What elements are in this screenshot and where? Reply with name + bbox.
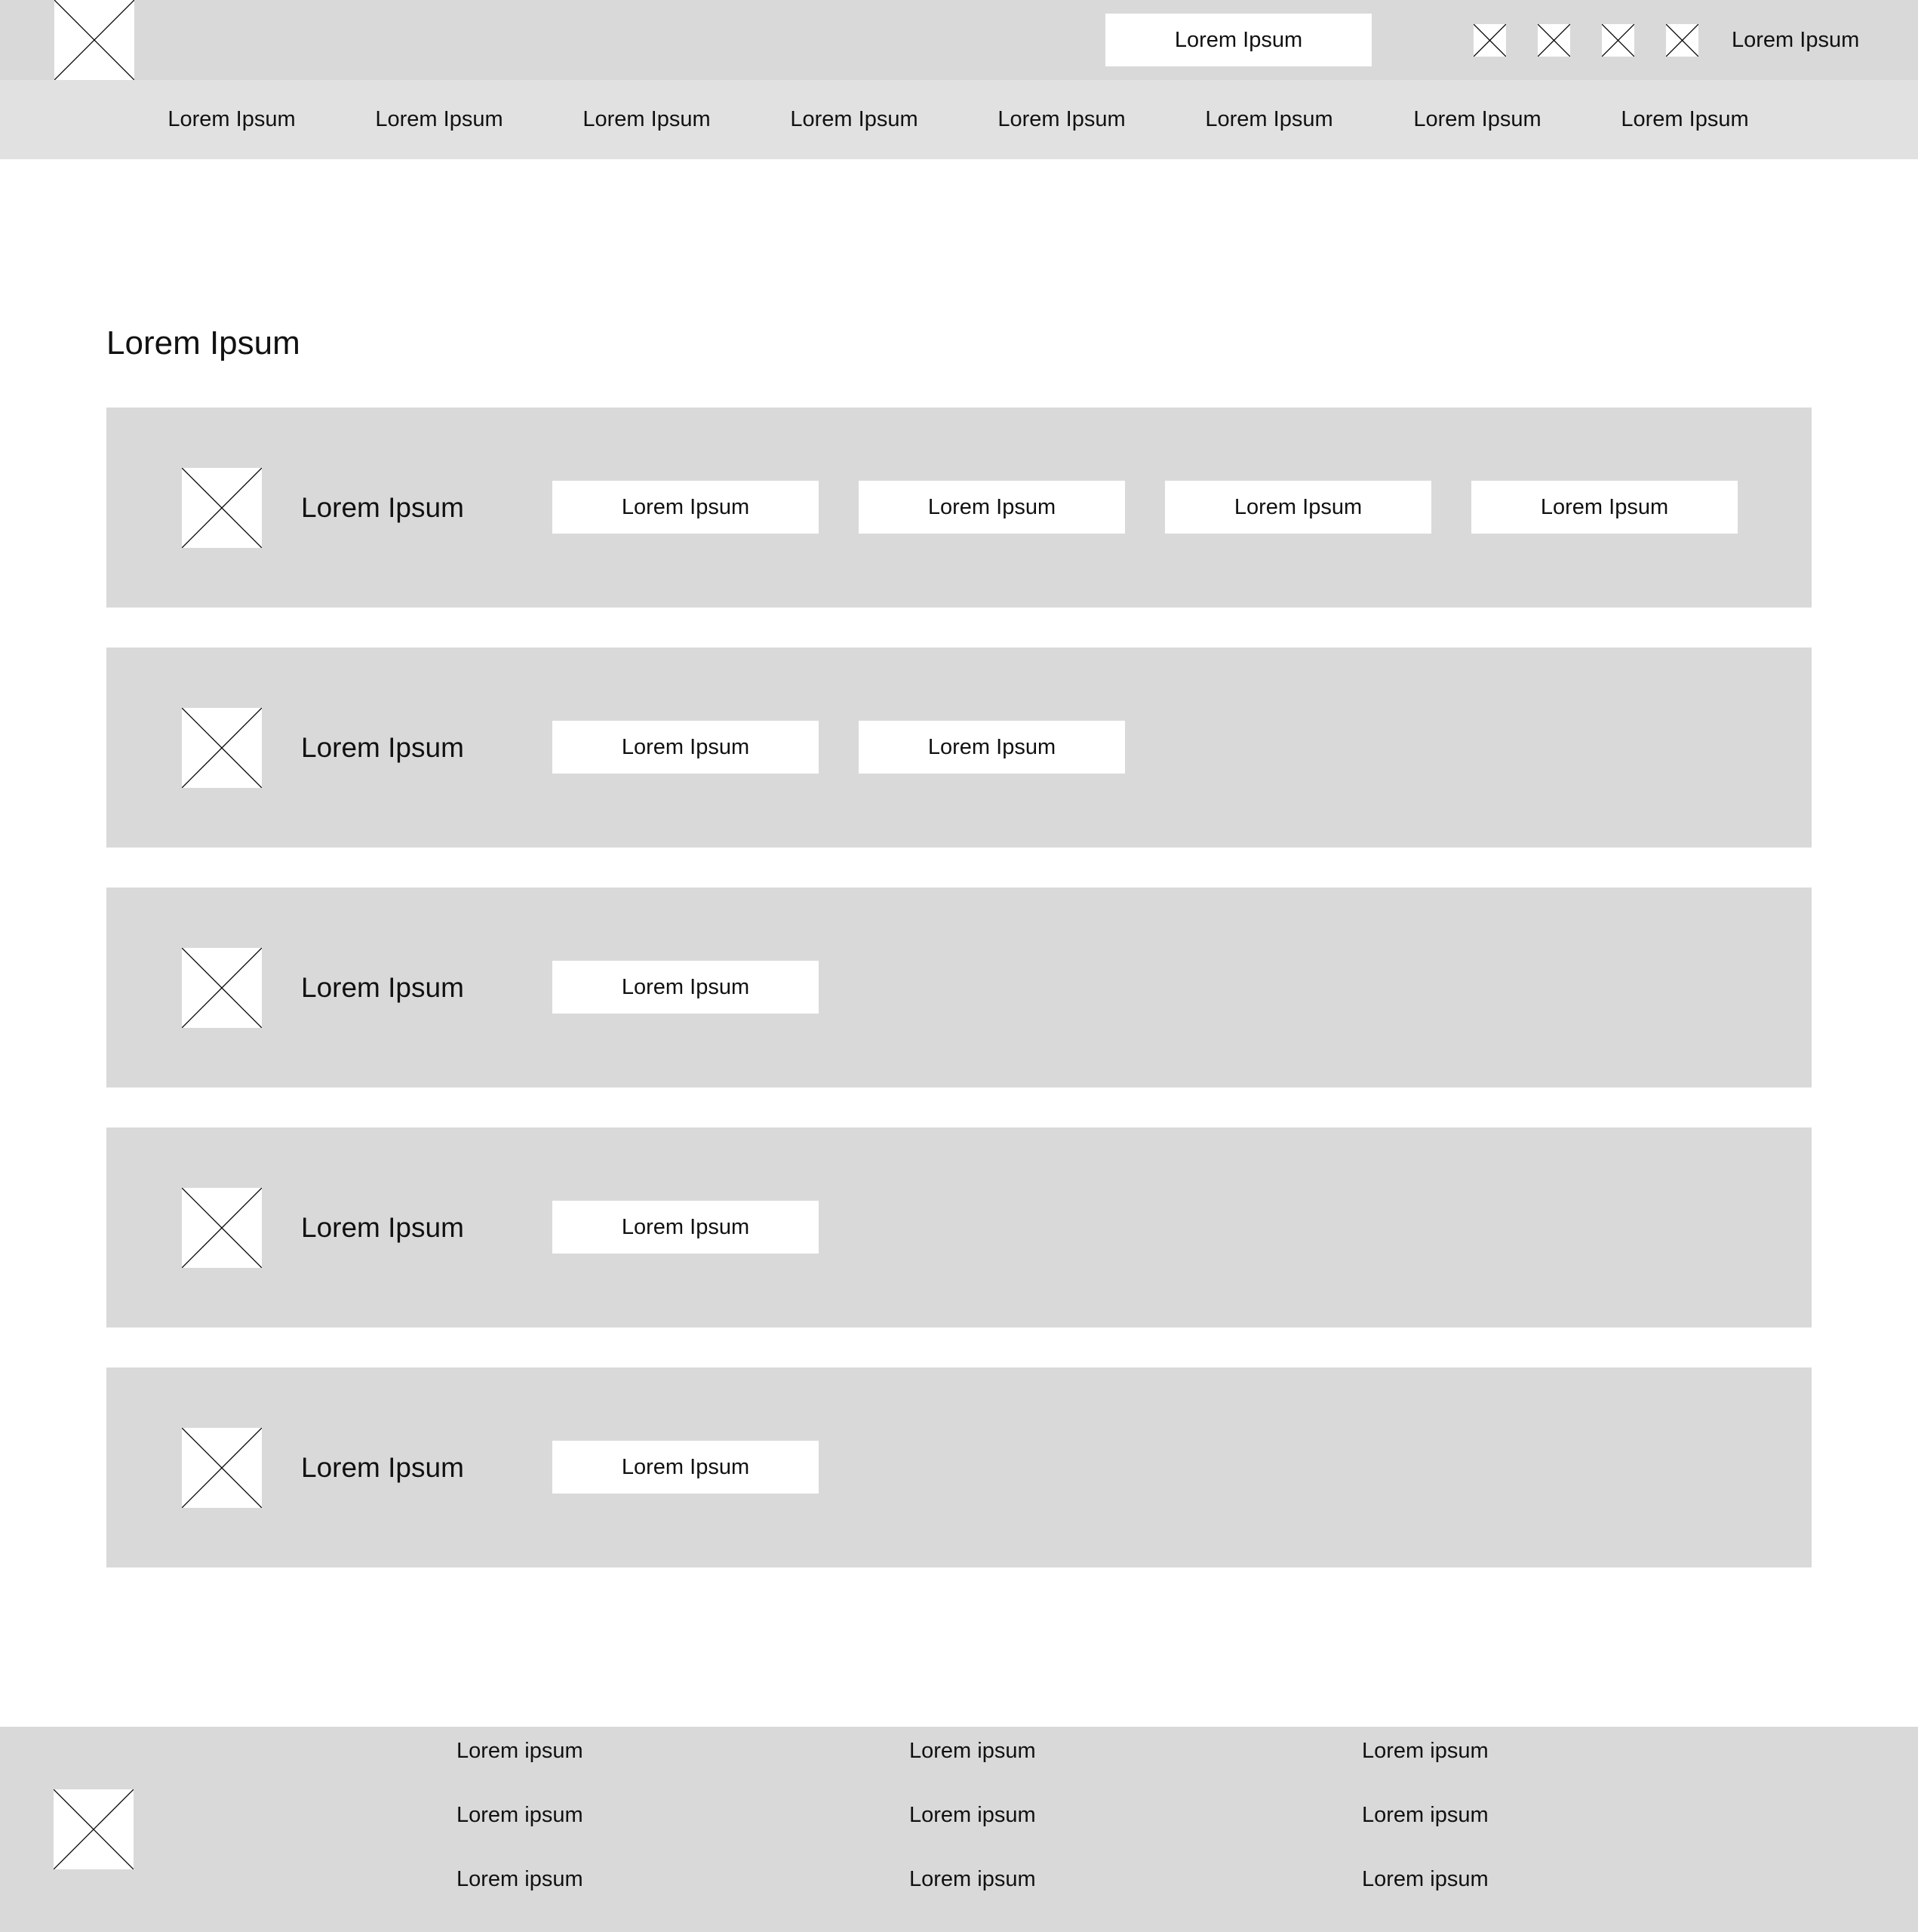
card-button[interactable]: Lorem Ipsum xyxy=(1471,481,1738,534)
card-title: Lorem Ipsum xyxy=(301,1451,464,1483)
card-button[interactable]: Lorem Ipsum xyxy=(552,961,819,1014)
main-nav xyxy=(0,80,1918,159)
search-box[interactable] xyxy=(1105,14,1372,66)
footer-link[interactable]: Lorem ipsum xyxy=(456,1739,583,1763)
list-card xyxy=(106,1367,1812,1567)
card-button[interactable]: Lorem Ipsum xyxy=(1165,481,1431,534)
footer-link[interactable]: Lorem ipsum xyxy=(1362,1739,1489,1763)
card-button[interactable]: Lorem Ipsum xyxy=(552,1201,819,1254)
nav-item-4[interactable]: Lorem Ipsum xyxy=(790,107,918,131)
nav-item-7[interactable]: Lorem Ipsum xyxy=(1413,107,1541,131)
list-card xyxy=(106,1128,1812,1327)
header-icon-2[interactable] xyxy=(1538,24,1570,57)
card-image-placeholder-icon xyxy=(182,948,262,1028)
footer-link[interactable]: Lorem ipsum xyxy=(1362,1803,1489,1827)
card-image-placeholder-icon xyxy=(182,1428,262,1508)
footer-link[interactable]: Lorem ipsum xyxy=(1362,1867,1489,1891)
card-image-placeholder-icon xyxy=(182,1188,262,1268)
header-icon-4[interactable] xyxy=(1666,24,1698,57)
nav-item-3[interactable]: Lorem Ipsum xyxy=(582,107,711,131)
card-title: Lorem Ipsum xyxy=(301,971,464,1003)
top-bar xyxy=(0,0,1918,80)
nav-item-5[interactable]: Lorem Ipsum xyxy=(997,107,1126,131)
nav-item-8[interactable]: Lorem Ipsum xyxy=(1621,107,1749,131)
card-title: Lorem Ipsum xyxy=(301,491,464,523)
footer-link[interactable]: Lorem ipsum xyxy=(909,1867,1036,1891)
list-card xyxy=(106,408,1812,608)
footer-link[interactable]: Lorem ipsum xyxy=(909,1739,1036,1763)
footer-logo-placeholder-icon[interactable] xyxy=(54,1789,134,1869)
card-button[interactable]: Lorem Ipsum xyxy=(859,721,1125,774)
footer-link[interactable]: Lorem ipsum xyxy=(456,1867,583,1891)
list-card xyxy=(106,648,1812,848)
card-button[interactable]: Lorem Ipsum xyxy=(552,721,819,774)
header-icon-3[interactable] xyxy=(1602,24,1634,57)
card-image-placeholder-icon xyxy=(182,468,262,548)
footer xyxy=(0,1727,1918,1932)
card-image-placeholder-icon xyxy=(182,708,262,788)
footer-link[interactable]: Lorem ipsum xyxy=(456,1803,583,1827)
nav-item-2[interactable]: Lorem Ipsum xyxy=(375,107,503,131)
nav-item-6[interactable]: Lorem Ipsum xyxy=(1205,107,1333,131)
card-button[interactable]: Lorem Ipsum xyxy=(552,1441,819,1494)
user-menu-link[interactable]: Lorem Ipsum xyxy=(1732,27,1860,52)
nav-item-1[interactable]: Lorem Ipsum xyxy=(168,107,296,131)
search-box-label: Lorem Ipsum xyxy=(1174,27,1303,52)
page-title: Lorem Ipsum xyxy=(106,325,300,361)
logo-placeholder-icon[interactable] xyxy=(54,0,134,80)
card-button[interactable]: Lorem Ipsum xyxy=(859,481,1125,534)
footer-link[interactable]: Lorem ipsum xyxy=(909,1803,1036,1827)
header-icon-1[interactable] xyxy=(1474,24,1506,57)
card-title: Lorem Ipsum xyxy=(301,1211,464,1243)
list-card xyxy=(106,888,1812,1088)
card-title: Lorem Ipsum xyxy=(301,731,464,763)
card-button[interactable]: Lorem Ipsum xyxy=(552,481,819,534)
